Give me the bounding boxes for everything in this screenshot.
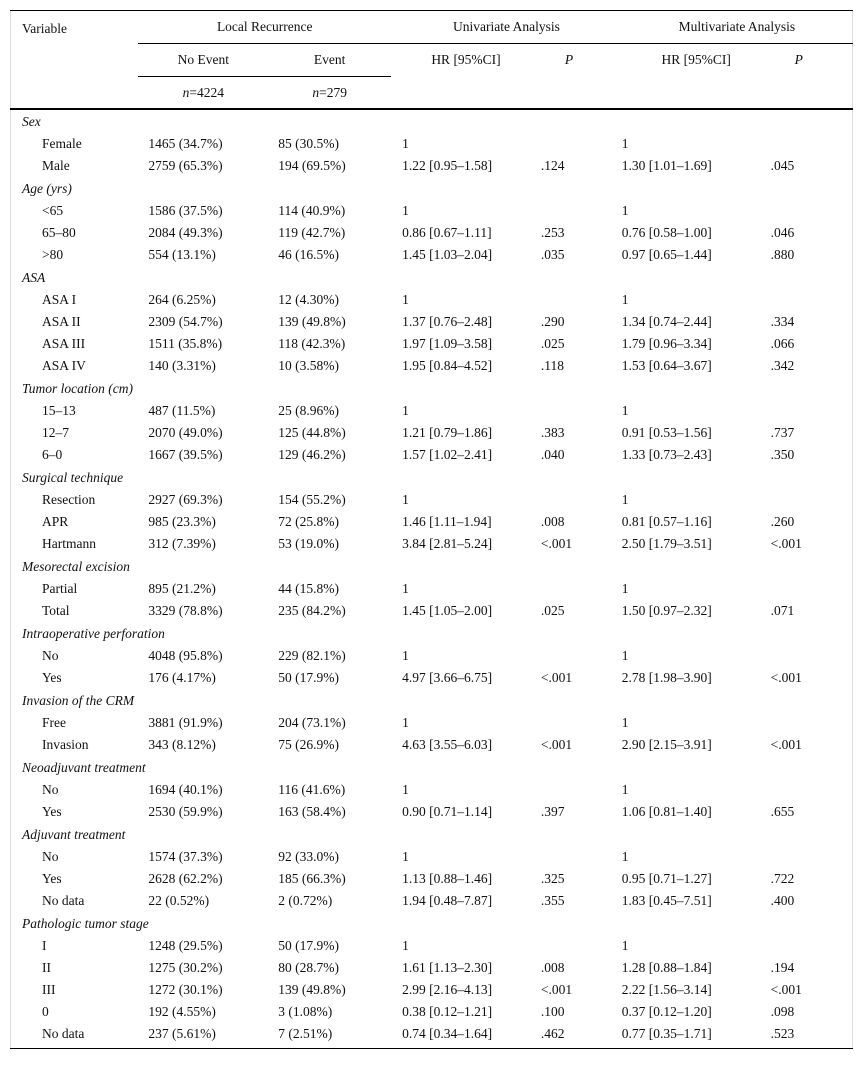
multi-p-cell: .260: [770, 514, 795, 529]
row-label: Free: [42, 715, 66, 730]
row-label: >80: [42, 247, 64, 262]
uni-p-cell: .035: [540, 247, 565, 262]
group-header-row: [11, 622, 853, 645]
row-label: No: [42, 648, 59, 663]
table-row: [11, 779, 853, 801]
event-cell: 163 (58.4%): [278, 804, 346, 819]
multi-hr-cell: 0.81 [0.57–1.16]: [621, 514, 712, 529]
table-row: [11, 133, 853, 155]
group-header-row: [11, 912, 853, 935]
event-cell: 50 (17.9%): [278, 670, 339, 685]
row-label: No: [42, 849, 59, 864]
multi-p-cell: .098: [770, 1004, 795, 1019]
multi-hr-cell: 1: [621, 136, 629, 151]
multi-p-cell: .071: [770, 603, 795, 618]
no-event-cell: 2530 (59.9%): [148, 804, 223, 819]
results-table: [10, 10, 853, 1049]
no-event-cell: 3329 (78.8%): [148, 603, 223, 618]
uni-hr-cell: 1: [402, 715, 409, 730]
uni-p-cell: .008: [540, 960, 565, 975]
no-event-cell: 2927 (69.3%): [148, 492, 223, 507]
table-body: [11, 109, 853, 1049]
event-cell: 53 (19.0%): [278, 536, 339, 551]
uni-p-cell: [541, 133, 622, 155]
table-row: [11, 511, 853, 533]
multi-hr-cell: 0.97 [0.65–1.44]: [621, 247, 712, 262]
multi-hr-cell: 1: [621, 715, 629, 730]
table-row: [11, 578, 853, 600]
no-event-cell: 985 (23.3%): [148, 514, 216, 529]
multi-p-cell: [771, 779, 853, 801]
event-cell: 25 (8.96%): [278, 403, 339, 418]
uni-hr-cell: 1.57 [1.02–2.41]: [402, 447, 493, 462]
uni-hr-header: HR [95%CI]: [391, 44, 541, 77]
multi-p-cell: [771, 400, 853, 422]
multi-p-cell: .655: [770, 804, 795, 819]
uni-p-cell: .040: [540, 447, 565, 462]
group-title: Surgical technique: [22, 469, 124, 485]
table-row: [11, 979, 853, 1001]
uni-hr-cell: 1.46 [1.11–1.94]: [402, 514, 492, 529]
row-label: 15–13: [42, 403, 76, 418]
event-cell: 2 (0.72%): [278, 893, 333, 908]
multi-p-cell: .523: [771, 1023, 853, 1049]
group-header-row: [11, 689, 853, 712]
table-row: [11, 667, 853, 689]
uni-hr-cell: 1: [402, 492, 409, 507]
uni-p-cell: [541, 779, 622, 801]
table-row: [11, 890, 853, 912]
table-row: [11, 355, 853, 377]
event-cell: 204 (73.1%): [278, 715, 346, 730]
group-header-row: [11, 266, 853, 289]
uni-p-cell: <.001: [540, 536, 573, 551]
multi-p-cell: [771, 645, 853, 667]
row-label: Yes: [42, 871, 62, 886]
uni-hr-cell: 1.13 [0.88–1.46]: [402, 871, 493, 886]
table-row: [11, 200, 853, 222]
no-event-cell: 554 (13.1%): [148, 247, 216, 262]
multi-p-cell: .334: [770, 314, 795, 329]
uni-p-cell: [541, 578, 622, 600]
no-event-cell: 1248 (29.5%): [148, 938, 223, 953]
event-cell: 72 (25.8%): [278, 514, 339, 529]
table-row: [11, 422, 853, 444]
multi-p-cell: <.001: [770, 670, 802, 685]
uni-p-cell: [541, 712, 622, 734]
multi-p-cell: [771, 289, 853, 311]
multi-p-cell: [771, 578, 853, 600]
group-title: Tumor location (cm): [22, 380, 133, 396]
table-row: [11, 400, 853, 422]
table-row: [11, 645, 853, 667]
multi-hr-cell: 1.33 [0.73–2.43]: [621, 447, 712, 462]
uni-p-cell: .325: [540, 871, 565, 886]
table-row: [11, 734, 853, 756]
table-row: [11, 846, 853, 868]
uni-p-cell: .253: [540, 225, 565, 240]
row-label: Total: [42, 603, 70, 618]
multi-p-cell: <.001: [770, 536, 802, 551]
no-event-cell: 343 (8.12%): [148, 737, 216, 752]
uni-hr-cell: 4.97 [3.66–6.75]: [402, 670, 493, 685]
no-event-cell: 1586 (37.5%): [148, 203, 223, 218]
multi-hr-cell: 1.34 [0.74–2.44]: [621, 314, 712, 329]
table-row: [11, 444, 853, 466]
row-label: ASA IV: [42, 358, 86, 373]
uni-hr-cell: 1.61 [1.13–2.30]: [402, 960, 493, 975]
uni-hr-cell: 1: [402, 403, 409, 418]
uni-p-cell: .290: [540, 314, 565, 329]
univariate-header: Univariate Analysis: [391, 11, 622, 44]
event-cell: 12 (4.30%): [278, 292, 339, 307]
event-cell: 194 (69.5%): [278, 158, 346, 173]
no-event-cell: 4048 (95.8%): [148, 648, 223, 663]
uni-p-cell: [541, 489, 622, 511]
local-recurrence-header: Local Recurrence: [138, 11, 391, 44]
row-label: APR: [42, 514, 69, 529]
multi-p-cell: [771, 200, 853, 222]
multi-p-cell: .342: [770, 358, 795, 373]
multi-p-cell: [771, 935, 853, 957]
no-event-cell: 192 (4.55%): [148, 1004, 216, 1019]
uni-hr-cell: 2.99 [2.16–4.13]: [402, 982, 493, 997]
uni-p-cell: <.001: [540, 737, 573, 752]
uni-hr-cell: 1.37 [0.76–2.48]: [402, 314, 493, 329]
no-event-cell: 22 (0.52%): [148, 893, 210, 908]
row-label: 0: [42, 1004, 49, 1019]
no-event-cell: 1511 (35.8%): [148, 336, 223, 351]
row-label: Male: [42, 158, 70, 173]
no-event-cell: 1275 (30.2%): [148, 960, 223, 975]
uni-p-cell: .008: [540, 514, 565, 529]
multi-hr-cell: 0.95 [0.71–1.27]: [621, 871, 712, 886]
row-label: Resection: [42, 492, 96, 507]
no-event-cell: 237 (5.61%): [138, 1023, 268, 1049]
multi-p-cell: .737: [770, 425, 795, 440]
row-label: Invasion: [42, 737, 89, 752]
table-row: [11, 712, 853, 734]
uni-p-cell: .383: [540, 425, 565, 440]
multi-p-cell: [771, 712, 853, 734]
uni-hr-cell: 3.84 [2.81–5.24]: [402, 536, 493, 551]
event-cell: 85 (30.5%): [278, 136, 339, 151]
uni-hr-cell: 0.74 [0.34–1.64]: [391, 1023, 541, 1049]
uni-p-cell: .462: [541, 1023, 622, 1049]
multi-hr-cell: 2.50 [1.79–3.51]: [621, 536, 712, 551]
multi-p-cell: .350: [770, 447, 795, 462]
multi-hr-cell: 0.76 [0.58–1.00]: [621, 225, 712, 240]
multi-hr-cell: 0.77 [0.35–1.71]: [622, 1023, 771, 1049]
row-label: 6–0: [42, 447, 63, 462]
multi-hr-cell: 1: [621, 938, 629, 953]
event-cell: 119 (42.7%): [278, 225, 346, 240]
multi-p-cell: [771, 846, 853, 868]
row-label: II: [42, 960, 51, 975]
no-event-cell: 2084 (49.3%): [148, 225, 223, 240]
table-row: [11, 311, 853, 333]
uni-p-cell: [541, 400, 622, 422]
uni-hr-cell: 1: [402, 849, 409, 864]
table-row: [11, 155, 853, 177]
event-cell: 116 (41.6%): [278, 782, 346, 797]
no-event-cell: 1574 (37.3%): [148, 849, 223, 864]
uni-hr-cell: 1.97 [1.09–3.58]: [402, 336, 493, 351]
uni-hr-cell: 1.45 [1.03–2.04]: [402, 247, 493, 262]
group-title: Neoadjuvant treatment: [22, 759, 146, 775]
group-title: Intraoperative perforation: [22, 625, 165, 641]
n-event: n=279: [268, 77, 391, 110]
multi-hr-cell: 1.83 [0.45–7.51]: [621, 893, 712, 908]
no-event-cell: 3881 (91.9%): [148, 715, 223, 730]
uni-p-cell: .118: [540, 358, 565, 373]
no-event-cell: 264 (6.25%): [148, 292, 216, 307]
uni-hr-cell: 1.95 [0.84–4.52]: [402, 358, 493, 373]
table-row: [11, 801, 853, 823]
multi-p-cell: .880: [770, 247, 795, 262]
event-cell: 7 (2.51%): [268, 1023, 391, 1049]
no-event-cell: 487 (11.5%): [148, 403, 216, 418]
event-cell: 3 (1.08%): [278, 1004, 333, 1019]
group-header-row: [11, 177, 853, 200]
uni-hr-cell: 1: [402, 581, 409, 596]
no-event-cell: 2759 (65.3%): [148, 158, 223, 173]
uni-p-cell: .124: [540, 158, 565, 173]
row-label: ASA I: [42, 292, 77, 307]
no-event-cell: 2309 (54.7%): [148, 314, 223, 329]
multi-p-cell: <.001: [770, 737, 802, 752]
event-cell: 118 (42.3%): [278, 336, 346, 351]
uni-hr-cell: 1.22 [0.95–1.58]: [402, 158, 493, 173]
event-header: Event: [268, 44, 391, 77]
no-event-cell: 1465 (34.7%): [148, 136, 223, 151]
multi-hr-cell: 2.78 [1.98–3.90]: [621, 670, 712, 685]
multi-hr-cell: 1: [621, 782, 629, 797]
no-event-cell: 1272 (30.1%): [148, 982, 223, 997]
multi-p-cell: [771, 133, 853, 155]
multi-hr-cell: 1: [621, 403, 629, 418]
table-row: [11, 1023, 853, 1049]
uni-hr-cell: 1.21 [0.79–1.86]: [402, 425, 493, 440]
multi-hr-cell: 1.53 [0.64–3.67]: [621, 358, 712, 373]
uni-hr-cell: 1.45 [1.05–2.00]: [402, 603, 493, 618]
uni-p-cell: .100: [540, 1004, 565, 1019]
event-cell: 154 (55.2%): [278, 492, 346, 507]
row-label: ASA II: [42, 314, 81, 329]
row-label: 12–7: [42, 425, 69, 440]
uni-p-cell: .025: [540, 336, 565, 351]
multi-hr-cell: 1: [621, 648, 629, 663]
table-row: [11, 289, 853, 311]
event-cell: 139 (49.8%): [278, 314, 346, 329]
multi-p-cell: .046: [770, 225, 795, 240]
multi-hr-cell: 1: [621, 292, 629, 307]
multi-hr-cell: 1: [621, 492, 629, 507]
uni-p-cell: .397: [540, 804, 565, 819]
multi-hr-cell: 1.79 [0.96–3.34]: [621, 336, 712, 351]
table-row: [11, 957, 853, 979]
uni-hr-cell: 0.38 [0.12–1.21]: [402, 1004, 493, 1019]
no-event-cell: 895 (21.2%): [148, 581, 216, 596]
no-event-cell: 1667 (39.5%): [148, 447, 223, 462]
multi-hr-cell: 2.90 [2.15–3.91]: [621, 737, 712, 752]
event-cell: 80 (28.7%): [278, 960, 339, 975]
table-row: [11, 600, 853, 622]
group-header-row: [11, 555, 853, 578]
multi-hr-header: HR [95%CI]: [622, 44, 771, 77]
uni-hr-cell: 1: [402, 782, 409, 797]
row-label: III: [42, 982, 56, 997]
group-header-row: [11, 823, 853, 846]
uni-hr-cell: 4.63 [3.55–6.03]: [402, 737, 493, 752]
row-label: Hartmann: [42, 536, 96, 551]
no-event-cell: 312 (7.39%): [148, 536, 216, 551]
uni-hr-cell: 1.94 [0.48–7.87]: [402, 893, 493, 908]
row-label: Female: [42, 136, 82, 151]
table-row: [11, 1001, 853, 1023]
group-header-row: [11, 756, 853, 779]
uni-p-header: P: [541, 44, 622, 77]
table-header: [11, 11, 853, 110]
uni-p-cell: .025: [540, 603, 565, 618]
uni-p-cell: [541, 935, 622, 957]
no-event-cell: 2070 (49.0%): [148, 425, 223, 440]
row-label: No data: [42, 893, 85, 908]
multi-p-cell: .194: [770, 960, 795, 975]
row-label: Yes: [42, 804, 62, 819]
event-cell: 129 (46.2%): [278, 447, 346, 462]
uni-hr-cell: 0.90 [0.71–1.14]: [402, 804, 493, 819]
multi-hr-cell: 0.91 [0.53–1.56]: [621, 425, 712, 440]
event-cell: 92 (33.0%): [278, 849, 339, 864]
row-label: Yes: [42, 670, 62, 685]
event-cell: 229 (82.1%): [278, 648, 346, 663]
group-title: Age (yrs): [22, 180, 72, 196]
n-no-event: n=4224: [138, 77, 268, 110]
multi-hr-cell: 1: [621, 581, 629, 596]
no-event-cell: 2628 (62.2%): [148, 871, 223, 886]
group-title: Invasion of the CRM: [22, 692, 135, 708]
group-title: Mesorectal excision: [22, 558, 130, 574]
multi-hr-cell: 1.30 [1.01–1.69]: [621, 158, 712, 173]
multi-hr-cell: 1.06 [0.81–1.40]: [621, 804, 712, 819]
multi-hr-cell: 2.22 [1.56–3.14]: [621, 982, 712, 997]
table-row: [11, 489, 853, 511]
uni-p-cell: <.001: [540, 982, 573, 997]
multi-hr-cell: 1.28 [0.88–1.84]: [621, 960, 712, 975]
table-row: [11, 244, 853, 266]
multi-p-cell: [771, 489, 853, 511]
event-cell: 125 (44.8%): [278, 425, 346, 440]
group-header-row: [11, 377, 853, 400]
multi-p-cell: .400: [770, 893, 795, 908]
table-row: [11, 935, 853, 957]
event-cell: 10 (3.58%): [278, 358, 339, 373]
table-row: [11, 868, 853, 890]
multi-hr-cell: 1: [621, 203, 629, 218]
no-event-cell: 140 (3.31%): [148, 358, 216, 373]
no-event-header: No Event: [138, 44, 268, 77]
row-label: Partial: [42, 581, 78, 596]
row-label: No data: [11, 1023, 139, 1049]
multi-p-header: P: [771, 44, 853, 77]
event-cell: 114 (40.9%): [278, 203, 346, 218]
event-cell: 139 (49.8%): [278, 982, 346, 997]
event-cell: 185 (66.3%): [278, 871, 346, 886]
uni-p-cell: .355: [540, 893, 565, 908]
multi-p-cell: .045: [770, 158, 795, 173]
multivariate-header: Multivariate Analysis: [622, 11, 853, 44]
multi-p-cell: .722: [770, 871, 795, 886]
event-cell: 50 (17.9%): [278, 938, 339, 953]
group-title: Sex: [22, 113, 41, 129]
event-cell: 235 (84.2%): [278, 603, 346, 618]
uni-hr-cell: 0.86 [0.67–1.11]: [402, 225, 492, 240]
variable-header: Variable: [11, 11, 139, 110]
uni-hr-cell: 1: [402, 136, 409, 151]
row-label: I: [42, 938, 47, 953]
group-title: Pathologic tumor stage: [22, 915, 149, 931]
multi-p-cell: <.001: [770, 982, 802, 997]
row-label: <65: [42, 203, 64, 218]
uni-hr-cell: 1: [402, 292, 409, 307]
multi-p-cell: .066: [770, 336, 795, 351]
table-row: [11, 333, 853, 355]
row-label: ASA III: [42, 336, 86, 351]
uni-p-cell: [541, 846, 622, 868]
event-cell: 46 (16.5%): [278, 247, 339, 262]
table-row: [11, 533, 853, 555]
multi-hr-cell: 1: [621, 849, 629, 864]
uni-hr-cell: 1: [402, 203, 409, 218]
no-event-cell: 1694 (40.1%): [148, 782, 223, 797]
group-header-row: [11, 466, 853, 489]
table-row: [11, 222, 853, 244]
group-header-row: [11, 109, 853, 133]
row-label: No: [42, 782, 59, 797]
uni-p-cell: <.001: [540, 670, 573, 685]
uni-p-cell: [541, 200, 622, 222]
uni-hr-cell: 1: [402, 648, 409, 663]
uni-hr-cell: 1: [402, 938, 409, 953]
no-event-cell: 176 (4.17%): [148, 670, 216, 685]
uni-p-cell: [541, 289, 622, 311]
row-label: 65–80: [42, 225, 76, 240]
uni-p-cell: [541, 645, 622, 667]
group-title: ASA: [22, 269, 46, 285]
group-title: Adjuvant treatment: [22, 826, 126, 842]
multi-hr-cell: 0.37 [0.12–1.20]: [621, 1004, 712, 1019]
event-cell: 75 (26.9%): [278, 737, 339, 752]
multi-hr-cell: 1.50 [0.97–2.32]: [621, 603, 712, 618]
event-cell: 44 (15.8%): [278, 581, 339, 596]
